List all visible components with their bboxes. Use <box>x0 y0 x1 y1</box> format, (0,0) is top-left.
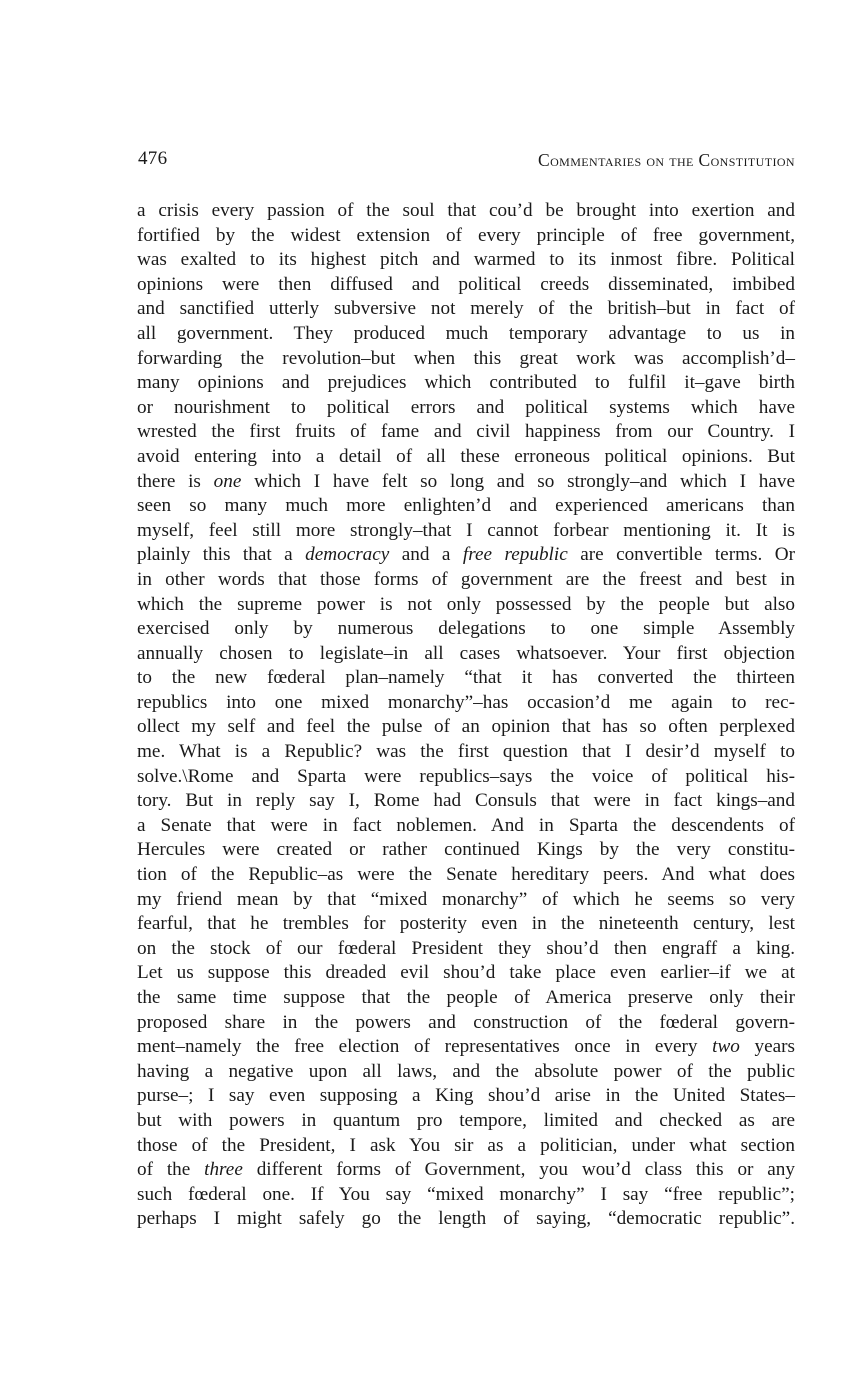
text-line: annually chosen to legislate–in all cases whatsoever. Your first objection <box>137 642 795 664</box>
text-line: my friend mean by that “mixed monarchy” of which he seems so very <box>137 888 795 910</box>
text-segment: plainly this that a <box>137 544 306 566</box>
text-segment: of the <box>137 1159 205 1181</box>
text-line <box>137 1035 795 1060</box>
text-line: seen so many much more enlighten’d and experienced americans than <box>137 495 795 517</box>
text-line: but with powers in quantum pro tempore, limited and checked as are <box>137 1109 795 1131</box>
text-line: those of the President, I ask You sir as a politician, under what section <box>137 1134 795 1156</box>
text-line <box>137 543 795 568</box>
text-segment: ment–namely the free election of representatives once in every <box>137 1036 713 1058</box>
italic-emphasis: one <box>213 470 242 492</box>
text-line: tory. But in reply say I, Rome had Consuls that were in fact kings–and <box>137 790 795 812</box>
italic-emphasis: democracy <box>305 544 390 566</box>
text-line: exercised only by numerous delegations to one simple Assembly <box>137 618 795 640</box>
text-line: avoid entering into a detail of all these erroneous political opinions. But <box>137 445 795 467</box>
text-line: purse–; I say even supposing a King shou’d arise in the United States– <box>137 1085 795 1107</box>
text-line: proposed share in the powers and construction of the fœderal govern- <box>137 1011 795 1033</box>
text-line: and sanctified utterly subversive not merely of the british–but in fact of <box>137 298 795 320</box>
text-line: or nourishment to political errors and political systems which have <box>137 396 795 418</box>
text-line: wrested the first fruits of fame and civil happiness from our Country. I <box>137 421 795 443</box>
text-line: fearful, that he trembles for posterity even in the nineteenth century, lest <box>137 913 795 935</box>
text-line: republics into one mixed monarchy”–has occasion’d me again to rec- <box>137 691 795 713</box>
text-line: many opinions and prejudices which contributed to fulfil it–gave birth <box>137 372 795 394</box>
italic-emphasis: free republic <box>462 544 568 566</box>
text-segment: and a <box>389 544 463 566</box>
text-line: having a negative upon all laws, and the absolute power of the public <box>137 1060 795 1082</box>
text-line: myself, feel still more strongly–that I cannot forbear mentioning it. It is <box>137 519 795 541</box>
text-line: all government. They produced much temporary advantage to us in <box>137 322 795 344</box>
text-line: such fœderal one. If You say “mixed monarchy” I say “free republic”; <box>137 1183 795 1205</box>
text-line: fortified by the widest extension of every principle of free government, <box>137 224 795 246</box>
text-line: tion of the Republic–as were the Senate hereditary peers. And what does <box>137 864 795 886</box>
text-segment: there is <box>137 470 214 492</box>
text-line: which the supreme power is not only possessed by the people but also <box>137 593 795 615</box>
text-line: a crisis every passion of the soul that cou’d be brought into exertion and <box>137 200 795 221</box>
text-line: in other words that those forms of government are the freest and best in <box>137 568 795 590</box>
text-line: Hercules were created or rather continued Kings by the very constitu- <box>137 839 795 861</box>
italic-emphasis: two <box>712 1036 740 1058</box>
text-line <box>137 1158 795 1183</box>
text-line: a Senate that were in fact noblemen. And in Sparta the descendents of <box>137 814 795 836</box>
page-number: 476 <box>138 148 168 169</box>
text-line: me. What is a Republic? was the first question that I desir’d myself to <box>137 741 795 763</box>
text-line: forwarding the revolution–but when this great work was accomplish’d– <box>137 347 795 369</box>
text-line: opinions were then diffused and political creeds disseminated, imbibed <box>137 273 795 295</box>
text-segment: years <box>739 1036 795 1058</box>
text-segment: which I have felt so long and so strongly–and which I have <box>241 470 795 492</box>
text-line: on the stock of our fœderal President they shou’d then engraff a king. <box>137 937 795 959</box>
text-line: solve.\Rome and Sparta were republics–says the voice of political his- <box>137 765 795 787</box>
text-line: ollect my self and feel the pulse of an opinion that has so often perplexed <box>137 716 795 738</box>
italic-emphasis: three <box>204 1159 243 1181</box>
page-header <box>138 148 795 176</box>
text-line: perhaps I might safely go the length of saying, “democratic republic”. <box>137 1208 795 1230</box>
running-head: Commentaries on the Constitution <box>538 150 795 170</box>
text-segment: different forms of Government, you wou’d class this or any <box>242 1159 795 1181</box>
text-line: to the new fœderal plan–namely “that it has converted the thirteen <box>137 667 795 689</box>
body-text <box>137 199 795 1232</box>
text-line: was exalted to its highest pitch and warmed to its inmost fibre. Political <box>137 249 795 271</box>
text-segment: are convertible terms. Or <box>567 544 795 566</box>
text-line <box>137 470 795 495</box>
text-line: Let us suppose this dreaded evil shou’d take place even earlier–if we at <box>137 962 795 984</box>
text-line: the same time suppose that the people of America preserve only their <box>137 987 795 1008</box>
